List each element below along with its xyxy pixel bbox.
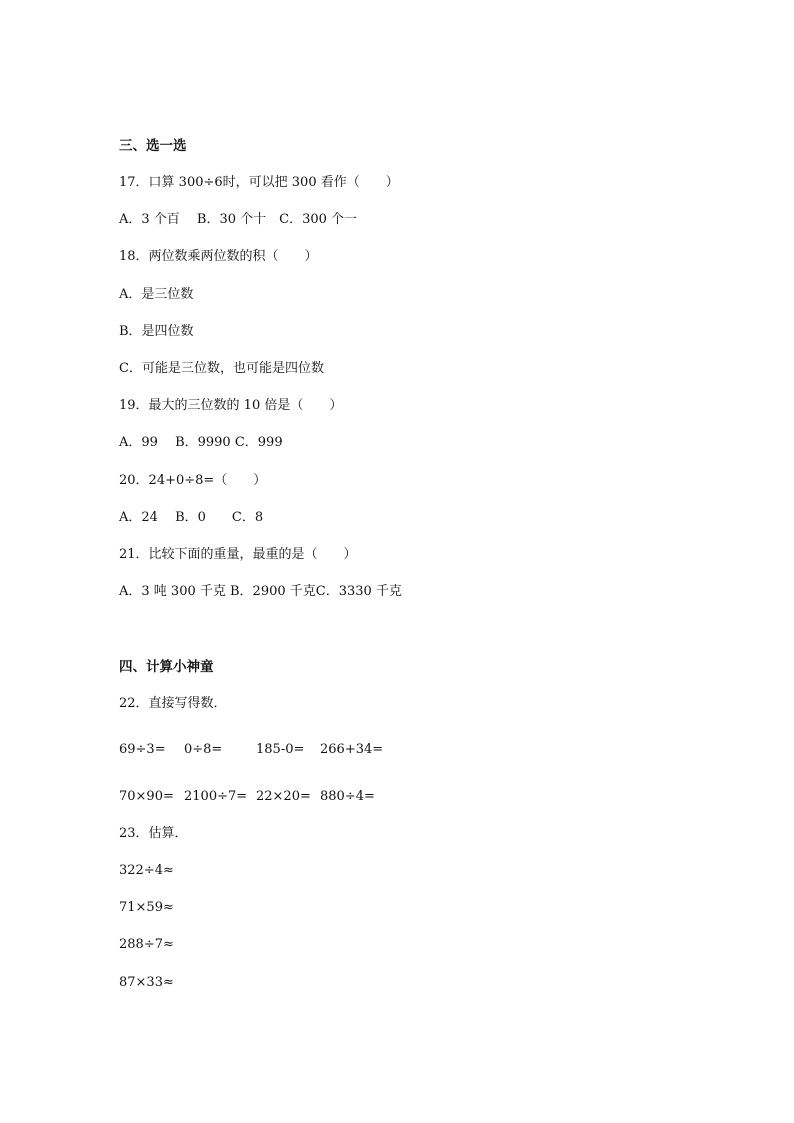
question-23: 23．估算． [119, 826, 188, 841]
question-20: 20．24+0÷8=（ ） [119, 473, 267, 488]
calc-row-2-item-3: 22×20= [256, 789, 311, 804]
question-21-options: A．3 吨 300 千克 B．2900 千克C．3330 千克 [119, 584, 402, 599]
question-18-option-b: B．是四位数 [119, 324, 194, 339]
question-18: 18．两位数乘两位数的积（ ） [119, 249, 318, 264]
calc-row-2-item-4: 880÷4= [320, 789, 375, 804]
question-17: 17．口算 300÷6时，可以把 300 看作（ ） [119, 175, 399, 190]
calc-row-1-item-4: 266+34= [320, 742, 384, 757]
calc-row-2-item-1: 70×90= [119, 789, 174, 804]
estimate-item-2: 71×59≈ [119, 900, 174, 915]
calc-row-1-item-1: 69÷3= [119, 742, 166, 757]
section-4-heading: 四、计算小神童 [119, 659, 214, 675]
section-3-heading: 三、选一选 [119, 138, 187, 154]
question-19-options: A．99 B．9990 C．999 [119, 435, 283, 450]
question-20-options: A．24 B．0 C．8 [119, 510, 264, 525]
estimate-item-4: 87×33≈ [119, 975, 174, 990]
question-22: 22．直接写得数． [119, 696, 227, 711]
estimate-item-1: 322÷4≈ [119, 863, 174, 878]
question-18-option-c: C．可能是三位数，也可能是四位数 [119, 361, 324, 376]
calc-row-1-item-3: 185-0= [256, 742, 305, 757]
calc-row-1-item-2: 0÷8= [184, 742, 223, 757]
question-19: 19．最大的三位数的 10 倍是（ ） [119, 398, 343, 413]
question-21: 21．比较下面的重量，最重的是（ ） [119, 547, 357, 562]
question-17-options: A．3 个百 B．30 个十 C．300 个一 [119, 212, 358, 227]
calc-row-2-item-2: 2100÷7= [184, 789, 248, 804]
estimate-item-3: 288÷7≈ [119, 937, 174, 952]
question-18-option-a: A．是三位数 [119, 287, 194, 302]
